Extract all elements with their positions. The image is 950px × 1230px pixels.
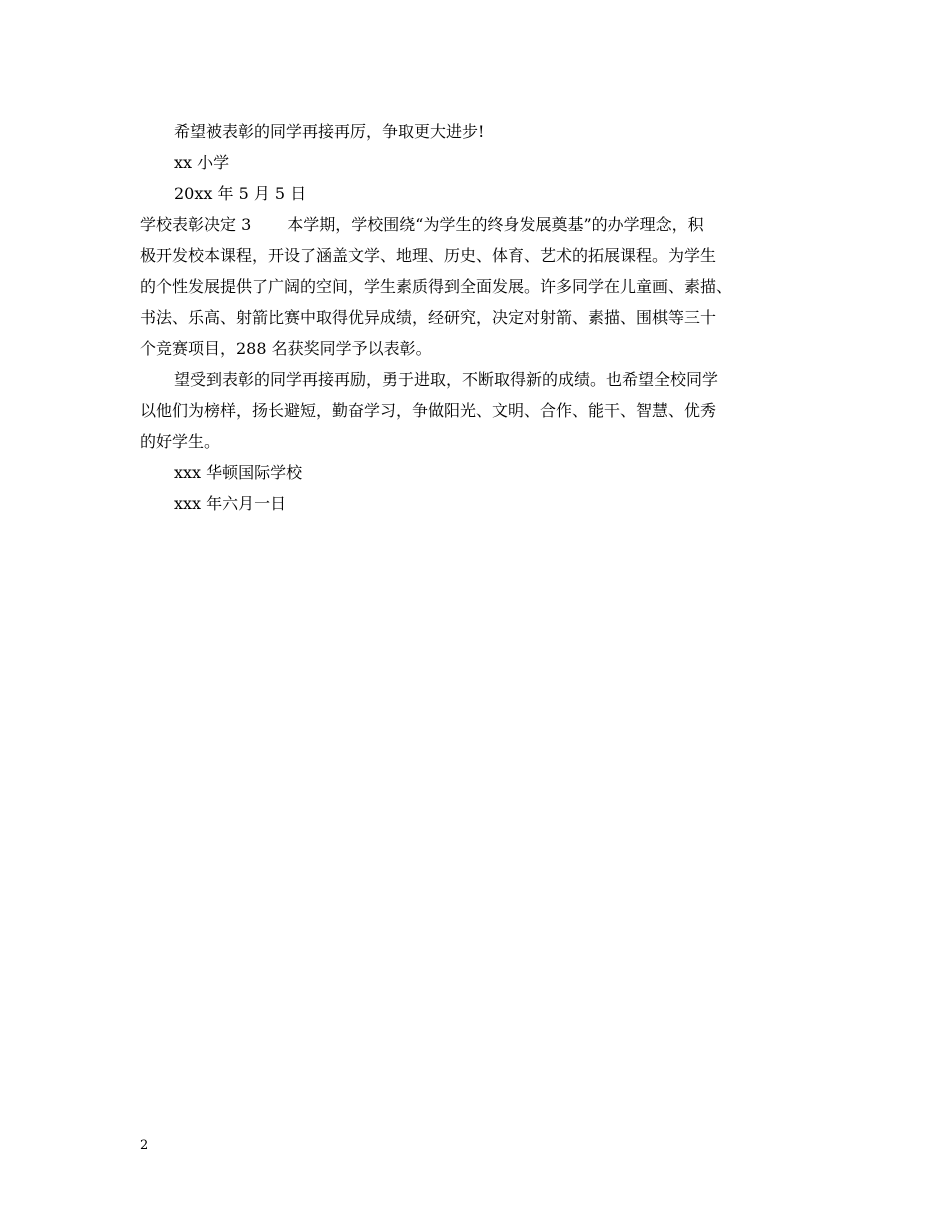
signature-date-line: xxx 年六月一日 [174,494,287,513]
paragraph-1-line-1: 本学期，学校围绕“为学生的终身发展奠基”的办学理念，积 [287,215,704,234]
section-heading: 学校表彰决定 3 [140,215,252,234]
paragraph-1-line-3: 的个性发展提供了广阔的空间，学生素质得到全面发展。许多同学在儿童画、素描、 [140,277,733,296]
paragraph-1-line-5: 个竞赛项目，288 名获奖同学予以表彰。 [140,339,432,358]
paragraph-1-line-4: 书法、乐高、射箭比赛中取得优异成绩，经研究，决定对射箭、素描、围棋等三十 [140,308,717,327]
paragraph-2-line-1: 望受到表彰的同学再接再励，勇于进取，不断取得新的成绩。也希望全校同学 [174,370,719,389]
section-heading-line [140,209,830,240]
paragraph-2-line-3: 的好学生。 [140,432,221,451]
signature-school-line: xxx 华顿国际学校 [174,463,303,482]
date-line: 20xx 年 5 月 5 日 [174,184,307,203]
closing-wish-line: 希望被表彰的同学再接再厉，争取更大进步! [174,122,485,141]
paragraph-1-line-2: 极开发校本课程，开设了涵盖文学、地理、历史、体育、艺术的拓展课程。为学生 [140,246,717,265]
paragraph-2-line-2: 以他们为榜样，扬长避短，勤奋学习，争做阳光、文明、合作、能干、智慧、优秀 [140,401,717,420]
document-body [140,116,830,519]
page-number: 2 [140,1138,149,1153]
school-signature-line: xx 小学 [174,153,230,172]
